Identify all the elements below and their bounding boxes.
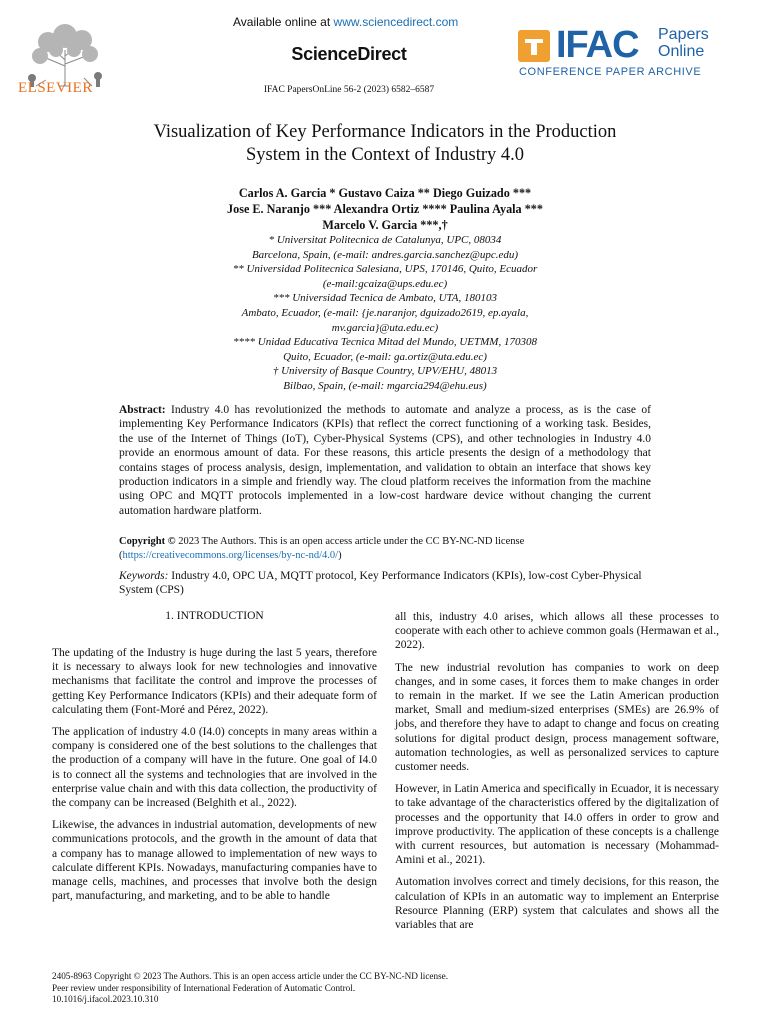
affiliation-line: Ambato, Ecuador, (e-mail: {je.naranjor, dguizado2619, ep.ayala,: [241, 306, 529, 319]
body-paragraph: The new industrial revolution has companies to work on deep changes, and in some cases, it forces them to make changes in order to remain in the market. If we see the Latin American production market, Small and medium-sized enterprises (SMEs) are 26.9% of jobs, and therefore they have to adapt to change and focus on creating solutions for digital product design, process management software, automation technologies, as well as personalized services to capture customer needs.: [395, 661, 719, 774]
elsevier-wordmark: ELSEVIER: [18, 80, 93, 96]
sciencedirect-link[interactable]: www.sciencedirect.com: [333, 15, 459, 29]
body-paragraph: all this, industry 4.0 arises, which allows all these processes to cooperate with each other to achieve common goals (Hermawan et al., 2022).: [395, 611, 719, 652]
abstract: [119, 403, 651, 518]
keywords: [119, 569, 651, 598]
body-paragraph: However, in Latin America and specifically in Ecuador, it is necessary to take advantage of the characteristics offered by the digitalization of processes and the opportunity that I4.0 offers in order to grow and improve productivity. The application of these concepts is a challenge with current resources, but automation is necessary (Mohammad-Amini et al., 2021).: [395, 783, 719, 867]
affiliations-block: [150, 233, 620, 394]
footer-doi[interactable]: 10.1016/j.ifacol.2023.10.310: [52, 994, 159, 1004]
copyright-notice: Copyright © 2023 The Authors. This is an open access article under the CC BY-NC-ND license (https://creativecommons.org/licenses/by-nc-nd/4.0/): [119, 536, 525, 561]
footer-copyright: 2405-8963 Copyright © 2023 The Authors. This is an open access article under the CC BY-NC-ND license.: [52, 971, 449, 981]
sciencedirect-wordmark: ScienceDirect: [291, 44, 407, 64]
affiliation-line: Bilbao, Spain, (e-mail: mgarcia294@ehu.eus): [283, 379, 487, 392]
ifac-emblem-icon: [518, 30, 550, 62]
papers-online-wordmark: [658, 26, 709, 60]
keywords-text: Industry 4.0, OPC UA, MQTT protocol, Key Performance Indicators (KPIs), low-cost Cyber-Physical System (CPS): [119, 570, 642, 597]
footer-peer-review: Peer review under responsibility of International Federation of Automatic Control.: [52, 982, 356, 993]
affiliation-line: Barcelona, Spain, (e-mail: andres.garcia.sanchez@upc.edu): [251, 248, 519, 261]
ifac-wordmark: IFAC: [556, 24, 639, 66]
affiliation-line: **** Unidad Educativa Tecnica Mitad del Mundo, UETMM, 170308: [233, 336, 537, 349]
authors-line-1: Carlos A. Garcia * Gustavo Caiza ** Diego Guizado ***: [238, 186, 532, 200]
paper-title: Visualization of Key Performance Indicators in the Production System in the Context of Industry 4.0: [153, 122, 617, 165]
authors-line-2: Jose E. Naranjo *** Alexandra Ortiz **** Paulina Ayala ***: [227, 202, 543, 216]
copyright-label: Copyright ©: [119, 536, 176, 547]
affiliation-line: * Universitat Politecnica de Catalunya, UPC, 08034: [268, 234, 502, 246]
section-heading-introduction: 1. INTRODUCTION: [165, 610, 264, 622]
affiliation-line: mv.garcia}@uta.edu.ec): [331, 321, 439, 334]
available-online-line: [233, 15, 458, 29]
affiliation-line: ** Universidad Politecnica Salesiana, UPS, 170146, Quito, Ecuador: [232, 263, 538, 276]
journal-citation: IFAC PapersOnLine 56-2 (2023) 6582–6587: [263, 85, 435, 95]
abstract-label: Abstract:: [119, 404, 166, 416]
license-link[interactable]: https://creativecommons.org/licenses/by-nc-nd/4.0/: [122, 549, 339, 561]
page-footer: [52, 971, 712, 1006]
body-paragraph: The updating of the Industry is huge during the last 5 years, therefore it is necessary to always look for new technologies and innovative mechanisms that facilitate the control and improve the processes of getting Key Performance Indicators (KPIs) and their adequate form of calculating them (Font-Moré and Pérez, 2022).: [52, 647, 377, 716]
copyright-text: 2023 The Authors. This is an open access article under the CC BY-NC-ND license: [175, 536, 525, 547]
body-paragraph: Likewise, the advances in industrial automation, developments of new communications protocols, and the growth in the amount of data that a company has to manage allowed to implementation of new ways to calculate different KPIs. Nowadays, manufacturing companies have to manage cells, machines, and processes that involve both the design part, manufacturing, and marketing, and to be able to handle: [52, 819, 377, 903]
body-paragraph: Automation involves correct and timely decisions, for this reason, the calculation of KPIs in an automatic way to implement an Enterprise Resource Planning (ERP) system that calculates and shows all the variables that are: [395, 876, 719, 932]
right-column: [395, 610, 719, 940]
authors-line-3: Marcelo V. Garcia ***,†: [322, 218, 448, 232]
affiliation-line: Quito, Ecuador, (e-mail: ga.ortiz@uta.edu.ec): [283, 350, 487, 363]
conference-archive-tagline: CONFERENCE PAPER ARCHIVE: [519, 66, 702, 78]
abstract-text: Industry 4.0 has revolutionized the methods to automate and analyze a process, as is the case of implementing Key Performance Indicators (KPIs) that reflect the correct functioning of a working task. Besides, the use of the Internet of Things (IoT), Cyber-Physical Systems (CPS), and other technologies in Industry 4.0 provide an enormous amount of data. For these reasons, this article presents the design of a methodology that contains stages of process analysis, design, implementation, and validation to obtain an interface that shows key production indicators in a simple and friendly way. The cloud platform receives the information from the machine using OPC and MQTT protocols implemented in a low-cost hardware device without changing the current automation hardware platform.: [119, 404, 651, 517]
available-online-prefix: Available online at: [233, 15, 334, 29]
affiliation-line: † University of Basque Country, UPV/EHU, 48013: [272, 365, 498, 378]
affiliation-line: (e-mail:gcaiza@ups.edu.ec): [322, 277, 448, 290]
left-column: [52, 646, 377, 911]
affiliation-line: *** Universidad Tecnica de Ambato, UTA, 180103: [272, 292, 498, 305]
keywords-label: Keywords:: [119, 570, 169, 582]
papers-word: Papers: [658, 26, 709, 43]
online-word: Online: [658, 43, 705, 60]
body-paragraph: The application of industry 4.0 (I4.0) concepts in many areas within a company is considered one of the best solutions to the challenges that the production of a company will have in the future. One goal of I4.0 is to connect all the systems and technologies that are involved in the enterprise value chain and with this data collection, the productivity of the company can be increased (Belghith et al., 2022).: [52, 726, 377, 810]
